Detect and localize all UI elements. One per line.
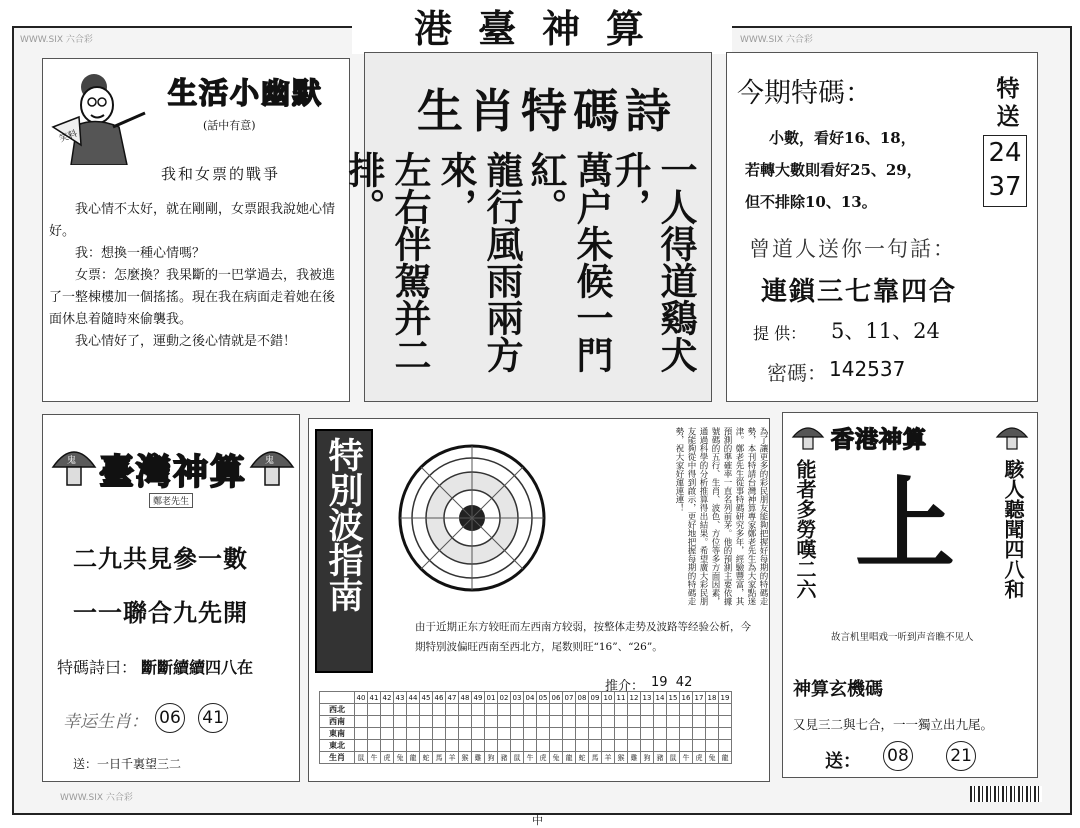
wave-table-cell — [472, 728, 485, 740]
lucky-numbers — [151, 703, 232, 733]
hk-send-number-1: 08 — [883, 741, 913, 771]
wave-table-cell — [693, 704, 706, 716]
wave-table-cell: 雞 — [628, 752, 641, 764]
poem-column-3: 龍行風雨兩方來， — [434, 151, 524, 373]
wave-table-cell — [433, 704, 446, 716]
humor-paragraph-3: 女票：怎麼換？我果斷的一巴掌過去，我被進了一整棟樓加一個搖搖。現在我在病面走着她在後面休息着隨時來偷襲我。 — [49, 268, 336, 327]
wave-table-cell: 豬 — [654, 752, 667, 764]
hk-title: 香港神算 — [831, 427, 927, 453]
wave-table-cell — [407, 704, 420, 716]
taiwan-footer: 送：一日千裏望三二 — [73, 757, 182, 771]
wave-table-cell: 虎 — [693, 752, 706, 764]
wave-article: 為了讓更多的彩民朋友能夠把握好每期的特碼走勢，本刊特請台灣神算專家鄭老先生為大家點迷津。鄭老先生從事特碼研究多年，經驗豐富，其預測的準確率一直名列前茅。他的預測主要依據號碼的五行、生肖、波色、方位等多方面因素，通過科學的分析推算得出結果。希望廣大彩民朋友能夠從中得到啟示，更好地把握每期的特碼走勢，祝大家好運連連！ — [674, 427, 768, 606]
barcode — [970, 786, 1042, 802]
wave-table-cell — [602, 716, 615, 728]
wave-table-cell — [693, 728, 706, 740]
hk-left-text: 能者多勞嘆二六 — [793, 459, 817, 599]
wave-table-cell — [641, 716, 654, 728]
wave-table-cell — [355, 716, 368, 728]
wave-table-cell — [615, 704, 628, 716]
taiwan-poem-text: 斷斷續續四八在 — [141, 658, 254, 677]
wave-table-cell — [394, 704, 407, 716]
compass-wheel-icon — [397, 443, 547, 593]
wave-table-row — [320, 740, 732, 752]
border-strip-top-right: WWW.SIX 六合彩 — [740, 35, 813, 45]
wave-table-cell: 羊 — [446, 752, 459, 764]
footer-mark: 中 — [532, 814, 543, 827]
wave-table-cell — [563, 716, 576, 728]
wave-table-row — [320, 728, 732, 740]
wave-table-cell: 牛 — [368, 752, 381, 764]
wave-table-corner — [320, 692, 355, 704]
wave-table-cell: 豬 — [498, 752, 511, 764]
wave-table-cell: 虎 — [381, 752, 394, 764]
recommend-value: 19 42 — [651, 675, 693, 690]
wave-table-wrap — [319, 691, 732, 764]
wave-table-cell — [459, 716, 472, 728]
wave-table-cell — [381, 716, 394, 728]
recommend-label: 推介： — [605, 679, 645, 694]
taiwan-poem-label: 特碼詩曰： — [57, 658, 138, 677]
wave-table-cell — [381, 728, 394, 740]
wave-analysis: 由于近期正东方较旺而左西南方较弱，按整体走势及波路等经验公析，今期特别波偏旺西南至西北方，尾数则旺“16”、“26”。 — [415, 621, 751, 653]
wave-table-cell — [407, 728, 420, 740]
humor-body — [49, 199, 341, 353]
special-side-label: 特送 — [996, 75, 1020, 130]
wave-table-cell — [472, 740, 485, 752]
wave-table-cell — [706, 740, 719, 752]
wave-table-cell — [446, 728, 459, 740]
wave-table-cell — [511, 716, 524, 728]
special-heading: 今期特碼： — [737, 78, 872, 109]
wave-table-row — [320, 752, 732, 764]
taiwan-subtitle: 鄭老先生 — [149, 493, 193, 508]
wave-table-cell: 鼠 — [355, 752, 368, 764]
wave-table-cell — [524, 704, 537, 716]
lucky-number-1: 06 — [155, 703, 185, 733]
wave-table-header-cell: 41 — [368, 692, 381, 704]
wave-table-header-cell: 14 — [654, 692, 667, 704]
taiwan-line-2: 一一聯合九先開 — [73, 599, 248, 627]
wave-table-cell — [498, 740, 511, 752]
special-line-2: 若轉大數則看好25、29， — [745, 161, 922, 179]
wave-table-cell — [407, 716, 420, 728]
wave-table-cell — [459, 728, 472, 740]
wave-table-cell — [641, 728, 654, 740]
wave-table-cell — [576, 704, 589, 716]
wave-table-header-cell: 10 — [602, 692, 615, 704]
wave-table-cell — [667, 728, 680, 740]
wave-table-cell — [537, 728, 550, 740]
hk-right-text: 駭人聽聞四八和 — [1001, 459, 1025, 599]
wave-table-cell — [706, 704, 719, 716]
wave-table-cell — [706, 716, 719, 728]
wave-table-cell — [537, 716, 550, 728]
hk-note: 故言机里唱戏一听到声音瞧不见人 — [831, 632, 974, 643]
poem-column-4: 左右伴駕并二排。 — [342, 151, 432, 373]
wave-table-cell: 龍 — [563, 752, 576, 764]
wave-table-cell — [615, 740, 628, 752]
wave-table-cell — [628, 728, 641, 740]
wave-table-cell: 兔 — [394, 752, 407, 764]
password-value: 142537 — [829, 357, 906, 381]
wave-table-header-cell: 47 — [446, 692, 459, 704]
poem-title: 生肖特碼詩 — [417, 84, 677, 138]
mushroom-left-badge: 鬼 — [67, 456, 77, 466]
wave-table-header-cell: 09 — [589, 692, 602, 704]
poem-column-1: 一人得道鷄犬升， — [608, 151, 698, 373]
wave-table-header-cell: 40 — [355, 692, 368, 704]
wave-table-cell: 牛 — [524, 752, 537, 764]
wave-table-cell — [394, 716, 407, 728]
wave-table-cell: 牛 — [680, 752, 693, 764]
wave-table-cell — [498, 716, 511, 728]
wave-table-header-cell: 03 — [511, 692, 524, 704]
wave-table-cell — [589, 728, 602, 740]
wave-table-cell — [641, 740, 654, 752]
wave-table-header-cell: 48 — [459, 692, 472, 704]
wave-table-cell — [719, 740, 732, 752]
wave-table-cell — [654, 704, 667, 716]
wave-table-cell — [355, 704, 368, 716]
wave-table-cell: 鼠 — [511, 752, 524, 764]
wave-table-cell — [654, 716, 667, 728]
wave-table-cell — [420, 728, 433, 740]
wave-table-cell — [550, 704, 563, 716]
humor-logo-subtitle: (話中有意) — [203, 119, 256, 132]
wave-table-cell — [537, 740, 550, 752]
wave-table-cell — [446, 704, 459, 716]
wave-table-cell — [420, 704, 433, 716]
wave-table-cell — [511, 728, 524, 740]
wave-table-cell — [459, 740, 472, 752]
wave-table-cell — [667, 716, 680, 728]
border-strip-bottom: WWW.SIX 六合彩 — [60, 793, 133, 803]
wave-table-cell — [693, 740, 706, 752]
lucky-number-2: 41 — [198, 703, 228, 733]
wave-table-header-cell: 46 — [433, 692, 446, 704]
mushroom-hk-right-icon — [995, 421, 1029, 451]
wave-table-cell — [446, 740, 459, 752]
wave-table-cell: 馬 — [589, 752, 602, 764]
wave-table-cell — [550, 740, 563, 752]
wave-table-cell: 虎 — [537, 752, 550, 764]
wave-table-cell — [368, 704, 381, 716]
wave-table-header-cell: 12 — [628, 692, 641, 704]
wave-table-cell — [628, 704, 641, 716]
wave-table-cell — [355, 740, 368, 752]
poem-column-2: 萬户朱候一門紅。 — [524, 151, 614, 373]
wave-table-cell — [446, 716, 459, 728]
wave-table-cell — [654, 740, 667, 752]
wave-table-cell — [589, 704, 602, 716]
wave-table-cell — [680, 716, 693, 728]
wave-table-row-label: 西北 — [320, 704, 355, 716]
wave-table-cell — [589, 740, 602, 752]
special-line-3: 但不排除10、13。 — [745, 193, 877, 211]
wave-table-header-cell: 45 — [420, 692, 433, 704]
wave-table-cell — [680, 704, 693, 716]
cartoon-lady-illustration — [49, 65, 159, 165]
wave-table-cell — [615, 716, 628, 728]
wave-table-cell — [368, 740, 381, 752]
wave-table-cell — [472, 704, 485, 716]
wave-table-cell: 兔 — [550, 752, 563, 764]
wave-table-cell: 馬 — [433, 752, 446, 764]
wave-table-cell — [511, 704, 524, 716]
provide-value: 5、11、24 — [831, 319, 940, 343]
wave-table-header-cell: 42 — [381, 692, 394, 704]
wave-table-cell — [576, 716, 589, 728]
wave-table-cell: 猴 — [459, 752, 472, 764]
special-side-numbers-box — [983, 135, 1027, 207]
wave-table-header-cell: 04 — [524, 692, 537, 704]
wave-table-cell — [433, 728, 446, 740]
wave-table-cell — [485, 716, 498, 728]
wave-table-cell — [576, 740, 589, 752]
humor-paragraph-2: 我：想換一種心情嗎？ — [75, 246, 206, 261]
wave-table-cell — [485, 740, 498, 752]
wave-table-cell — [719, 716, 732, 728]
wave-table-cell: 龍 — [407, 752, 420, 764]
wave-table-cell — [654, 728, 667, 740]
hk-code-title: 神算玄機碼 — [793, 679, 883, 700]
password-label: 密碼： — [767, 361, 827, 385]
mushroom-right-badge: 鬼 — [265, 456, 275, 466]
wave-table-cell: 羊 — [602, 752, 615, 764]
wave-table-row-label: 生肖 — [320, 752, 355, 764]
wave-table-cell — [498, 728, 511, 740]
wave-table-header-cell: 08 — [576, 692, 589, 704]
hk-big-char: 上 — [855, 465, 955, 583]
wave-table-header-cell: 06 — [550, 692, 563, 704]
special-side-number-1: 24 — [988, 138, 1022, 168]
wave-table-header-cell: 07 — [563, 692, 576, 704]
humor-heading: 我和女票的戰爭 — [161, 165, 281, 183]
wave-table-header-cell: 43 — [394, 692, 407, 704]
wave-table-header-cell: 15 — [667, 692, 680, 704]
wave-table-cell — [602, 728, 615, 740]
wave-table-header-cell: 16 — [680, 692, 693, 704]
wave-table-cell — [394, 728, 407, 740]
wave-table-cell — [576, 728, 589, 740]
hk-send-number-2: 21 — [946, 741, 976, 771]
special-line-1: 小數，看好16、18， — [769, 129, 916, 147]
wave-table-cell: 猴 — [615, 752, 628, 764]
wave-table-row-label: 西南 — [320, 716, 355, 728]
taiwan-title: 臺灣神算 — [99, 453, 248, 493]
wave-table-cell: 鼠 — [667, 752, 680, 764]
wave-table-header-cell: 49 — [472, 692, 485, 704]
humor-paragraph-4: 我心情好了，運動之後心情就是不錯！ — [75, 334, 297, 349]
wave-table-cell — [615, 728, 628, 740]
provide-label: 提 供： — [753, 324, 807, 343]
wave-table-cell — [693, 716, 706, 728]
wave-table-cell: 蛇 — [576, 752, 589, 764]
wave-table-header-cell: 18 — [706, 692, 719, 704]
wave-table-row-label: 東南 — [320, 728, 355, 740]
wave-table-cell — [563, 740, 576, 752]
hk-send-numbers — [879, 741, 980, 771]
saying-text: 連鎖三七靠四合 — [761, 277, 958, 307]
wave-table-cell — [719, 704, 732, 716]
saying-heading: 曾道人送你一句話： — [749, 237, 956, 261]
page-title: 港臺神算 — [352, 4, 732, 54]
wave-table-cell — [589, 716, 602, 728]
wave-table-cell: 狗 — [641, 752, 654, 764]
wave-table-cell — [485, 728, 498, 740]
wave-table-cell — [433, 716, 446, 728]
wave-table-cell — [628, 716, 641, 728]
wave-title: 特別波指南 — [323, 437, 363, 612]
wave-table-cell — [368, 716, 381, 728]
border-strip-top-left: WWW.SIX 六合彩 — [20, 35, 93, 45]
wave-table-row-label: 東北 — [320, 740, 355, 752]
wave-table-header-row — [320, 692, 732, 704]
special-code-panel — [726, 52, 1038, 402]
humor-panel — [42, 58, 350, 402]
wave-table-cell — [381, 704, 394, 716]
wave-table-header-cell: 17 — [693, 692, 706, 704]
wave-table-cell — [628, 740, 641, 752]
wave-table-header-cell: 19 — [719, 692, 732, 704]
wave-table-header-cell: 13 — [641, 692, 654, 704]
zodiac-poem-panel — [342, 52, 712, 402]
wave-table-cell — [537, 704, 550, 716]
hk-send-label: 送： — [825, 751, 861, 772]
wave-table-cell — [602, 740, 615, 752]
hk-panel — [782, 412, 1038, 778]
wave-table-header-cell: 44 — [407, 692, 420, 704]
lucky-zodiac-label: 幸运生肖： — [63, 712, 148, 732]
wave-table-cell — [394, 740, 407, 752]
wave-table-cell — [355, 728, 368, 740]
wave-table-cell: 龍 — [719, 752, 732, 764]
wave-table-cell — [485, 704, 498, 716]
wave-table-header-cell: 05 — [537, 692, 550, 704]
wave-table-row — [320, 704, 732, 716]
wave-table-cell — [459, 704, 472, 716]
special-side-number-2: 37 — [988, 172, 1022, 202]
wave-table-cell — [667, 740, 680, 752]
wave-table-cell — [680, 728, 693, 740]
wave-table-cell — [433, 740, 446, 752]
wave-table-cell — [563, 728, 576, 740]
wave-table-cell — [602, 704, 615, 716]
wave-table-cell — [550, 716, 563, 728]
wave-table-row — [320, 716, 732, 728]
wave-table-cell — [524, 728, 537, 740]
wave-table-cell — [719, 728, 732, 740]
wave-table-cell — [511, 740, 524, 752]
taiwan-panel — [42, 414, 300, 782]
wave-table-cell: 蛇 — [420, 752, 433, 764]
wave-table-cell — [706, 728, 719, 740]
wave-table-cell — [407, 740, 420, 752]
mushroom-hk-left-icon — [791, 421, 825, 451]
wave-table-cell — [680, 740, 693, 752]
wave-guide-panel — [308, 418, 770, 782]
wave-table-cell — [472, 716, 485, 728]
wave-table-cell: 雞 — [472, 752, 485, 764]
wave-table-cell — [524, 716, 537, 728]
wave-table-cell — [667, 704, 680, 716]
wave-table-cell — [498, 704, 511, 716]
wave-table-cell — [563, 704, 576, 716]
fan-text: 笑料 — [58, 129, 79, 145]
hk-code-text: 又見三二與七合，一一獨立出九尾。 — [793, 717, 994, 732]
wave-table-cell — [420, 740, 433, 752]
wave-table-cell — [368, 728, 381, 740]
wave-table-cell: 兔 — [706, 752, 719, 764]
wave-table-cell — [420, 716, 433, 728]
wave-table-cell — [524, 740, 537, 752]
humor-paragraph-1: 我心情不太好，就在剛剛，女票跟我說她心情好。 — [49, 202, 336, 239]
wave-table — [319, 691, 732, 764]
taiwan-line-1: 二九共見參一數 — [73, 545, 248, 573]
humor-logo-title: 生活小幽默 — [168, 76, 324, 110]
wave-table-cell — [381, 740, 394, 752]
wave-table-header-cell: 02 — [498, 692, 511, 704]
wave-table-cell: 狗 — [485, 752, 498, 764]
wave-table-header-cell: 01 — [485, 692, 498, 704]
wave-table-header-cell: 11 — [615, 692, 628, 704]
wave-table-cell — [641, 704, 654, 716]
wave-table-cell — [550, 728, 563, 740]
